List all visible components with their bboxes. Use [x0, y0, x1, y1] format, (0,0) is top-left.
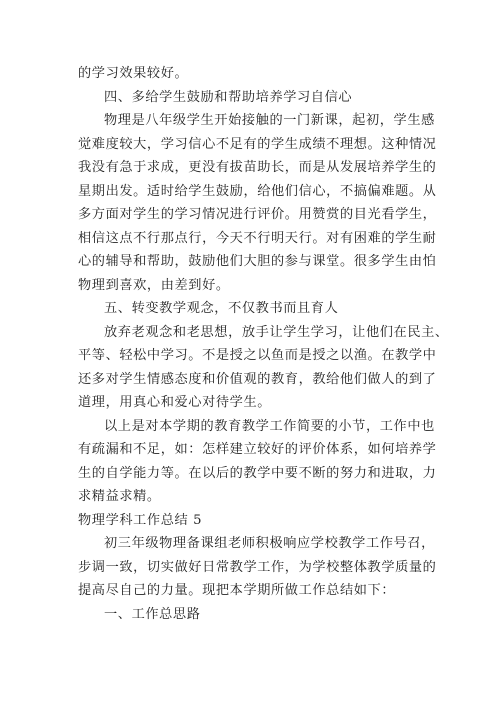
paragraph-line: 放弃老观念和老思想，放手让学生学习，让他们在民主、: [104, 324, 449, 340]
paragraph-line: 有疏漏和不足，如：怎样建立较好的评价体系，如何培养学: [78, 442, 437, 457]
paragraph-line: 相信这点不行那点行，今天不行明天行。对有困难的学生耐: [78, 230, 437, 246]
paragraph-line: 还多对学生情感态度和价值观的教育，教给他们做人的到了: [78, 371, 437, 387]
section-heading: 一、工作总思路: [104, 606, 201, 622]
article-title: 物理学科工作总结 5: [78, 512, 203, 528]
paragraph-line: 以上是对本学期的教育教学工作简要的小节，工作中也: [104, 418, 435, 434]
paragraph-line: 初三年级物理备课组老师积极响应学校教学工作号召，: [104, 536, 435, 551]
paragraph-line: 的学习效果较好。: [78, 66, 189, 81]
paragraph-line: 我没有急于求成，更没有拔苗助长，而是从发展培养学生的: [78, 160, 437, 175]
paragraph-line: 星期出发。适时给学生鼓励，给他们信心，不搞偏难题。从: [78, 183, 437, 199]
paragraph-line: 求精益求精。: [78, 489, 161, 504]
paragraph-line: 道理，用真心和爱心对待学生。: [78, 395, 272, 410]
section-heading: 四、多给学生鼓励和帮助培养学习自信心: [104, 89, 353, 105]
paragraph-line: 物理是八年级学生开始接触的一门新课，起初，学生感: [104, 113, 435, 128]
section-heading: 五、转变教学观念，不仅教书而且育人: [104, 301, 339, 316]
paragraph-line: 平等、轻松中学习。不是授之以鱼而是授之以渔。在教学中: [78, 348, 437, 363]
paragraph-line: 生的自学能力等。在以后的教学中要不断的努力和进取，力: [78, 465, 437, 481]
paragraph-line: 心的辅导和帮助，鼓励他们大胆的参与课堂。很多学生由怕: [78, 254, 437, 269]
paragraph-line: 多方面对学生的学习情况进行评价。用赞赏的目光看学生，: [78, 207, 437, 222]
document-body: [78, 62, 449, 626]
paragraph-line: 提高尽自己的力量。现把本学期所做工作总结如下：: [78, 583, 396, 598]
paragraph-line: 步调一致，切实做好日常教学工作，为学校整体教学质量的: [78, 559, 437, 575]
paragraph-line: 觉难度较大，学习信心不足有的学生成绩不理想。这种情况: [78, 136, 437, 152]
paragraph-line: 物理到喜欢，由差到好。: [78, 277, 230, 293]
